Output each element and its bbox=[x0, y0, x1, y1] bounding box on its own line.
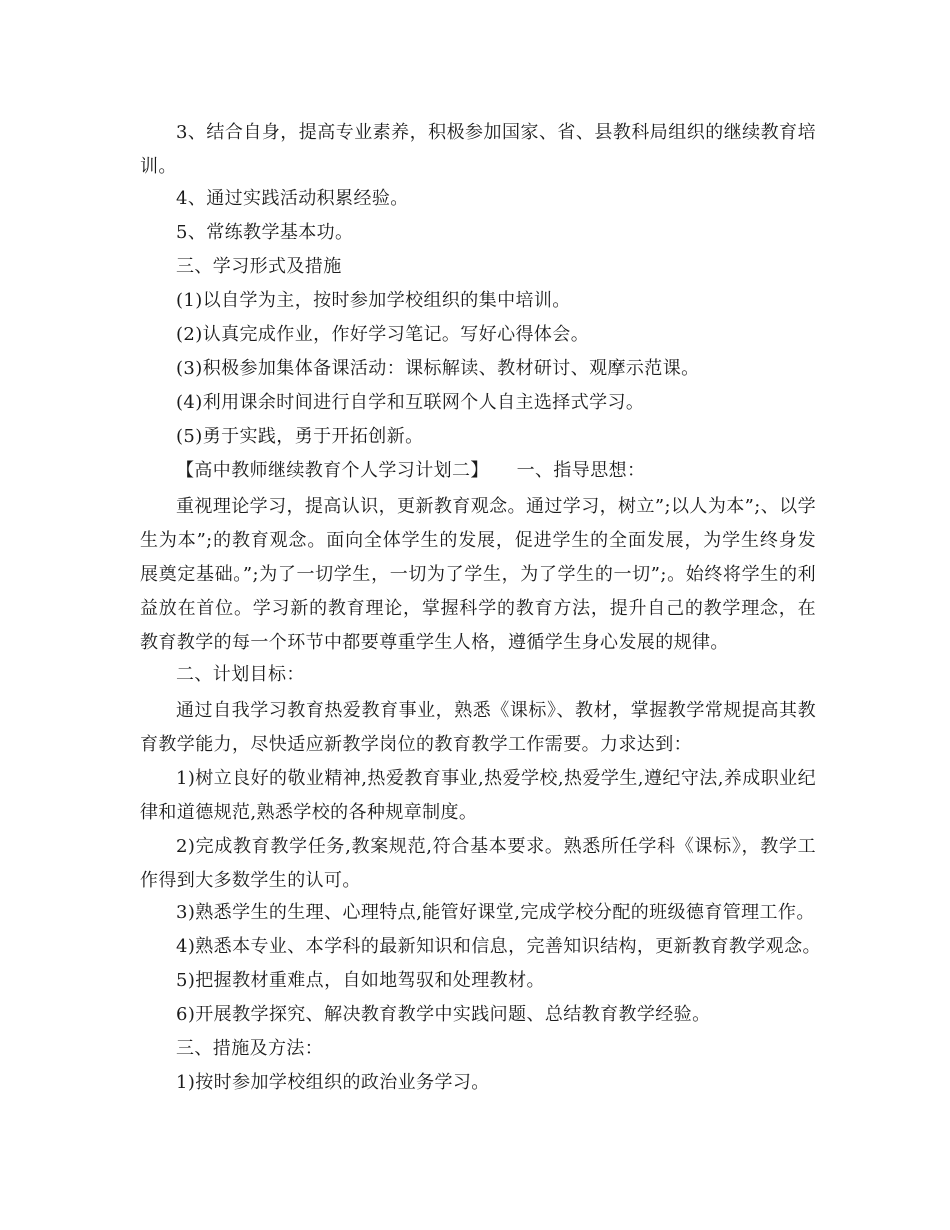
paragraph-continuing-education: 3、结合自身，提高专业素养，积极参加国家、省、县教科局组织的继续教育培训。 bbox=[140, 122, 816, 177]
paragraph-goals-intro: 通过自我学习教育热爱教育事业，熟悉《课标》、教材，掌握教学常规提高其教育教学能力，尽快适应新教学岗位的教育教学工作需要。力求达到： bbox=[140, 700, 816, 755]
list-item-online-learning: (4)利用课余时间进行自学和互联网个人自主选择式学习。 bbox=[176, 392, 645, 413]
goal-item-3: 3)熟悉学生的生理、心理特点,能管好课堂,完成学校分配的班级德育管理工作。 bbox=[176, 902, 815, 923]
list-item-innovation: (5)勇于实践，勇于开拓创新。 bbox=[176, 426, 424, 447]
paragraph-practice-experience: 4、通过实践活动积累经验。 bbox=[176, 188, 409, 209]
list-item-homework-notes: (2)认真完成作业，作好学习笔记。写好心得体会。 bbox=[176, 324, 590, 345]
document-body bbox=[140, 116, 821, 1102]
goal-item-5: 5)把握教材重难点，自如地驾驭和处理教材。 bbox=[176, 970, 545, 991]
list-item-self-study: (1)以自学为主，按时参加学校组织的集中培训。 bbox=[176, 290, 571, 311]
plan-two-title: 【高中教师继续教育个人学习计划二】 一、指导思想： bbox=[176, 460, 646, 481]
section-heading-plan-goals: 二、计划目标： bbox=[176, 664, 305, 685]
goal-item-4: 4)熟悉本专业、本学科的最新知识和信息，完善知识结构，更新教育教学观念。 bbox=[176, 936, 821, 957]
section-heading-measures: 三、措施及方法： bbox=[176, 1038, 324, 1059]
measure-item-1: 1)按时参加学校组织的政治业务学习。 bbox=[176, 1072, 490, 1093]
goal-item-6: 6)开展教学探究、解决教育教学中实践问题、总结教育教学经验。 bbox=[176, 1004, 711, 1025]
paragraph-basic-skills: 5、常练教学基本功。 bbox=[176, 222, 354, 243]
goal-item-1: 1)树立良好的敬业精神,热爱教育事业,热爱学校,热爱学生,遵纪守法,养成职业纪律和道德规范,熟悉学校的各种规章制度。 bbox=[140, 768, 816, 823]
list-item-collective-lesson-prep: (3)积极参加集体备课活动：课标解读、教材研讨、观摩示范课。 bbox=[176, 358, 700, 379]
section-heading-learning-forms: 三、学习形式及措施 bbox=[176, 256, 342, 277]
paragraph-guiding-ideology: 重视理论学习，提高认识，更新教育观念。通过学习，树立”;以人为本”;、以学生为本”;的教育观念。面向全体学生的发展，促进学生的全面发展，为学生终身发展奠定基础。”;为了一切学生，一切为了学生，为了学生的一切”;。始终将学生的利益放在首位。学习新的教育理论，掌握科学的教育方法，提升自己的教学理念，在教育教学的每一个环节中都要尊重学生人格，遵循学生身心发展的规律。 bbox=[140, 496, 816, 653]
goal-item-2: 2)完成教育教学任务,教案规范,符合基本要求。熟悉所任学科《课标》，教学工作得到大多数学生的认可。 bbox=[140, 836, 816, 891]
